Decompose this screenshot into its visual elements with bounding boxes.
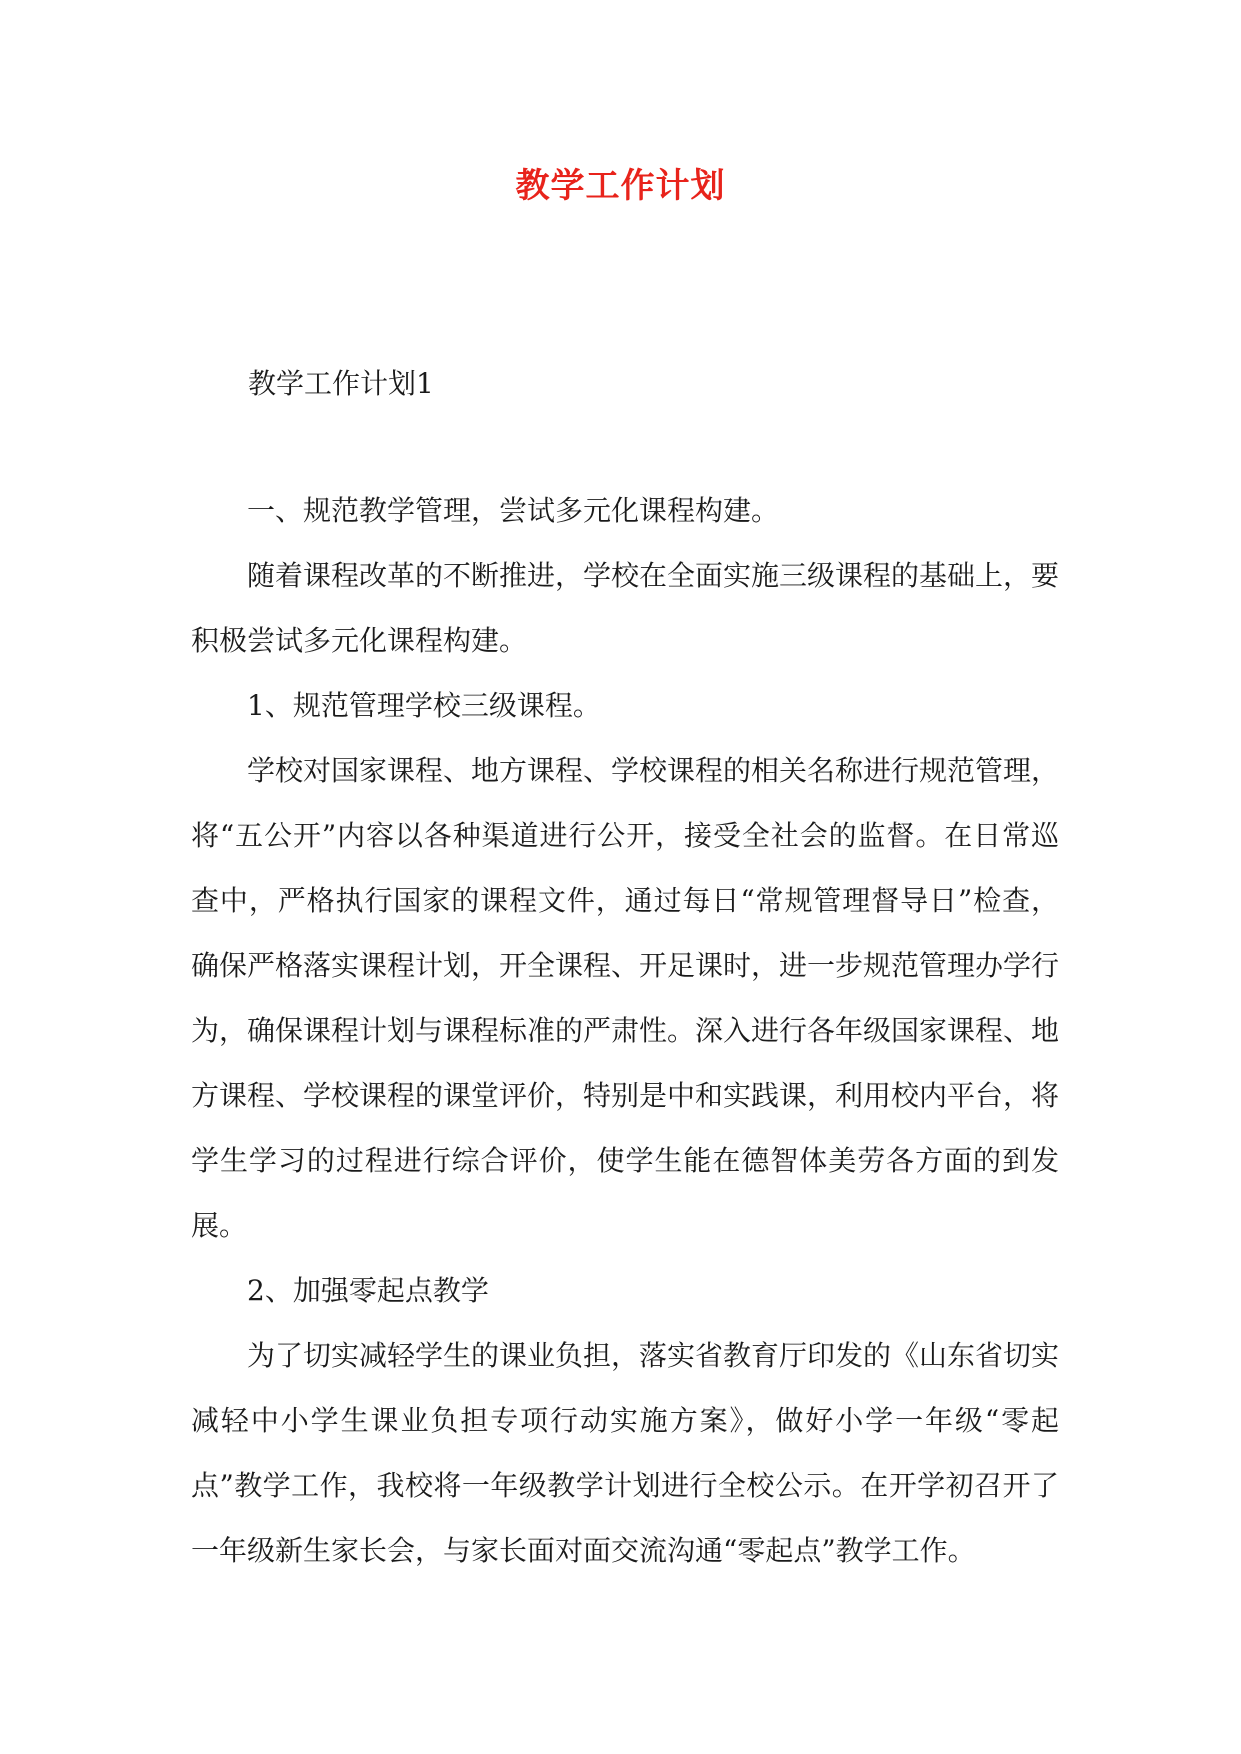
paragraph-subheading-2: 2、加强零起点教学 bbox=[247, 1274, 489, 1307]
document-body bbox=[191, 478, 1059, 1583]
document-title: 教学工作计划 bbox=[515, 166, 726, 206]
paragraph-heading-1: 一、规范教学管理，尝试多元化课程构建。 bbox=[247, 494, 780, 527]
section-title: 教学工作计划1 bbox=[248, 367, 434, 400]
paragraph-curriculum-management: 学校对国家课程、地方课程、学校课程的相关名称进行规范管理，将“五公开”内容以各种渠道进行公开，接受全社会的监督。在日常巡查中，严格执行国家的课程文件，通过每日“常规管理督导日”检查，确保严格落实课程计划，开全课程、开足课时，进一步规范管理办学行为，确保课程计划与课程标准的严肃性。深入进行各年级国家课程、地方课程、学校课程的课堂评价，特别是中和实践课，利用校内平台，将学生学习的过程进行综合评价，使学生能在德智体美劳各方面的到发展。 bbox=[191, 754, 1060, 1242]
paragraph-subheading-1: 1、规范管理学校三级课程。 bbox=[247, 689, 601, 722]
paragraph-intro: 随着课程改革的不断推进，学校在全面实施三级课程的基础上，要积极尝试多元化课程构建。 bbox=[191, 559, 1060, 657]
paragraph-zero-start-teaching: 为了切实减轻学生的课业负担，落实省教育厅印发的《山东省切实减轻中小学生课业负担专项行动实施方案》，做好小学一年级“零起点”教学工作，我校将一年级教学计划进行全校公示。在开学初召开了一年级新生家长会，与家长面对面交流沟通“零起点”教学工作。 bbox=[191, 1339, 1060, 1567]
